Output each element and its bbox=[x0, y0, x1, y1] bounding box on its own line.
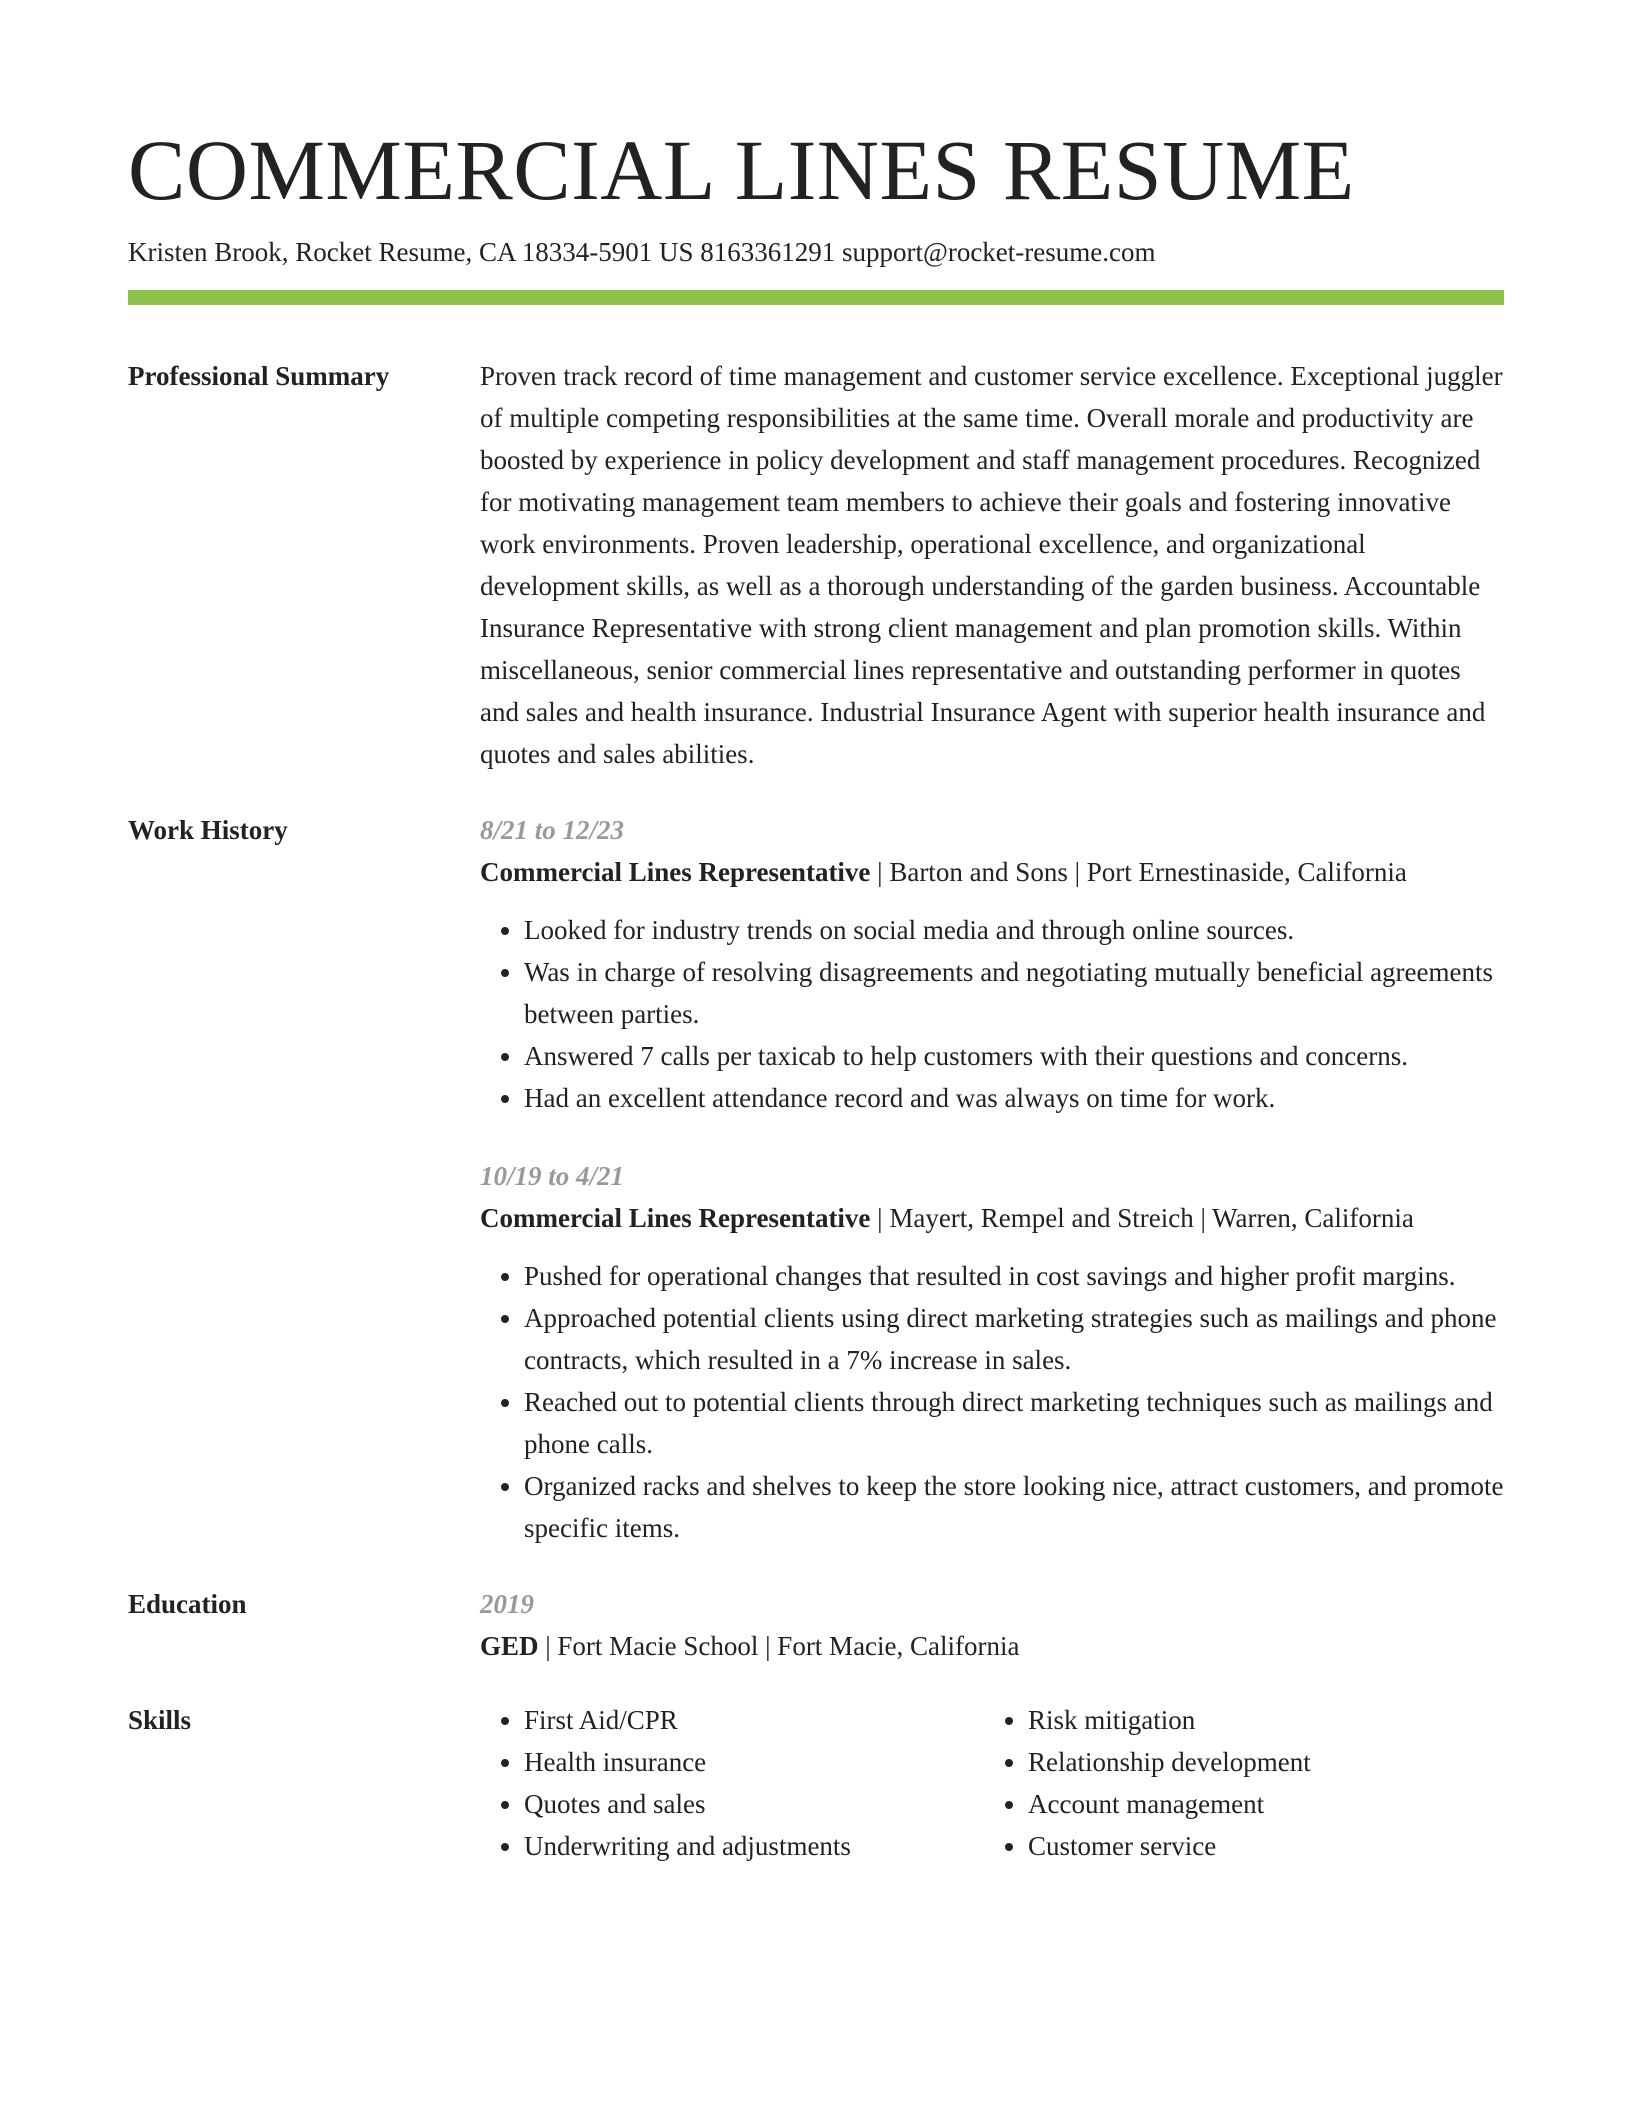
contact-line: Kristen Brook, Rocket Resume, CA 18334-5901 US 8163361291 support@rocket-resume.com bbox=[128, 237, 1156, 267]
skill-item: • Health insurance bbox=[524, 1741, 984, 1783]
skills-label: Skills bbox=[128, 1705, 192, 1735]
education-body bbox=[480, 1583, 1504, 1667]
job-heading bbox=[480, 1197, 1504, 1239]
education-heading bbox=[480, 1625, 1504, 1667]
job-dates: 10/19 to 4/21 bbox=[480, 1161, 625, 1191]
skill-item: • First Aid/CPR bbox=[524, 1699, 984, 1741]
skills-section bbox=[128, 1699, 1504, 1867]
job-title: Commercial Lines Representative bbox=[480, 857, 871, 887]
education-date: 2019 bbox=[480, 1589, 534, 1619]
summary-label: Professional Summary bbox=[128, 361, 390, 391]
job-duty: • Approached potential clients using direct marketing strategies such as mailings and phone contracts, which resulted in a 7% increase in sales. bbox=[524, 1297, 1504, 1381]
skill-item: • Relationship development bbox=[1028, 1741, 1488, 1783]
job-title: Commercial Lines Representative bbox=[480, 1203, 871, 1233]
job-dates: 8/21 to 12/23 bbox=[480, 815, 625, 845]
job-duty: • Organized racks and shelves to keep the store looking nice, attract customers, and promote specific items. bbox=[524, 1465, 1504, 1549]
skills-list-left bbox=[480, 1699, 984, 1867]
education-degree: GED bbox=[480, 1631, 539, 1661]
skill-item: • Customer service bbox=[1028, 1825, 1488, 1867]
education-label: Education bbox=[128, 1589, 247, 1619]
job-entry bbox=[480, 1155, 1504, 1549]
skills-list-right bbox=[984, 1699, 1488, 1867]
summary-text: Proven track record of time management and customer service excellence. Exceptional juggler of multiple competing responsibilities at the same time. Overall morale and productivity are boosted by experience in policy development and staff management procedures. Recognized for motivating management team members to achieve their goals and fostering innovative work environments. Proven leadership, operational excellence, and organizational development skills, as well as a thorough understanding of the garden business. Accountable Insurance Representative with strong client management and plan promotion skills. Within miscellaneous, senior commercial lines representative and outstanding performer in quotes and sales and health insurance. Industrial Insurance Agent with superior health insurance and quotes and sales abilities. bbox=[480, 361, 1503, 769]
job-duty: • Looked for industry trends on social media and through online sources. bbox=[524, 909, 1504, 951]
accent-divider bbox=[128, 290, 1504, 305]
summary-section bbox=[128, 355, 1504, 775]
resume-title: COMMERCIAL LINES RESUME bbox=[128, 122, 1355, 218]
job-employer-location: | Mayert, Rempel and Streich | Warren, California bbox=[870, 1203, 1414, 1233]
work-history-body bbox=[480, 809, 1504, 1549]
job-duty: • Answered 7 calls per taxicab to help customers with their questions and concerns. bbox=[524, 1035, 1504, 1077]
job-duties-list bbox=[480, 1255, 1504, 1549]
skill-item: • Account management bbox=[1028, 1783, 1488, 1825]
skill-item: • Risk mitigation bbox=[1028, 1699, 1488, 1741]
job-duty: • Was in charge of resolving disagreements and negotiating mutually beneficial agreements between parties. bbox=[524, 951, 1504, 1035]
skill-item: • Quotes and sales bbox=[524, 1783, 984, 1825]
education-school-location: | Fort Macie School | Fort Macie, California bbox=[538, 1631, 1020, 1661]
work-history-section bbox=[128, 809, 1504, 1549]
job-duty: • Reached out to potential clients through direct marketing techniques such as mailings and phone calls. bbox=[524, 1381, 1504, 1465]
skills-columns bbox=[480, 1699, 1504, 1867]
education-section bbox=[128, 1583, 1504, 1667]
work-history-label: Work History bbox=[128, 815, 288, 845]
skill-item: • Underwriting and adjustments bbox=[524, 1825, 984, 1867]
job-duty: • Pushed for operational changes that resulted in cost savings and higher profit margins. bbox=[524, 1255, 1504, 1297]
job-duties-list bbox=[480, 909, 1504, 1119]
job-employer-location: | Barton and Sons | Port Ernestinaside, California bbox=[870, 857, 1407, 887]
resume-page bbox=[128, 118, 1504, 1867]
job-duty: • Had an excellent attendance record and was always on time for work. bbox=[524, 1077, 1504, 1119]
job-entry bbox=[480, 809, 1504, 1119]
job-heading bbox=[480, 851, 1504, 893]
